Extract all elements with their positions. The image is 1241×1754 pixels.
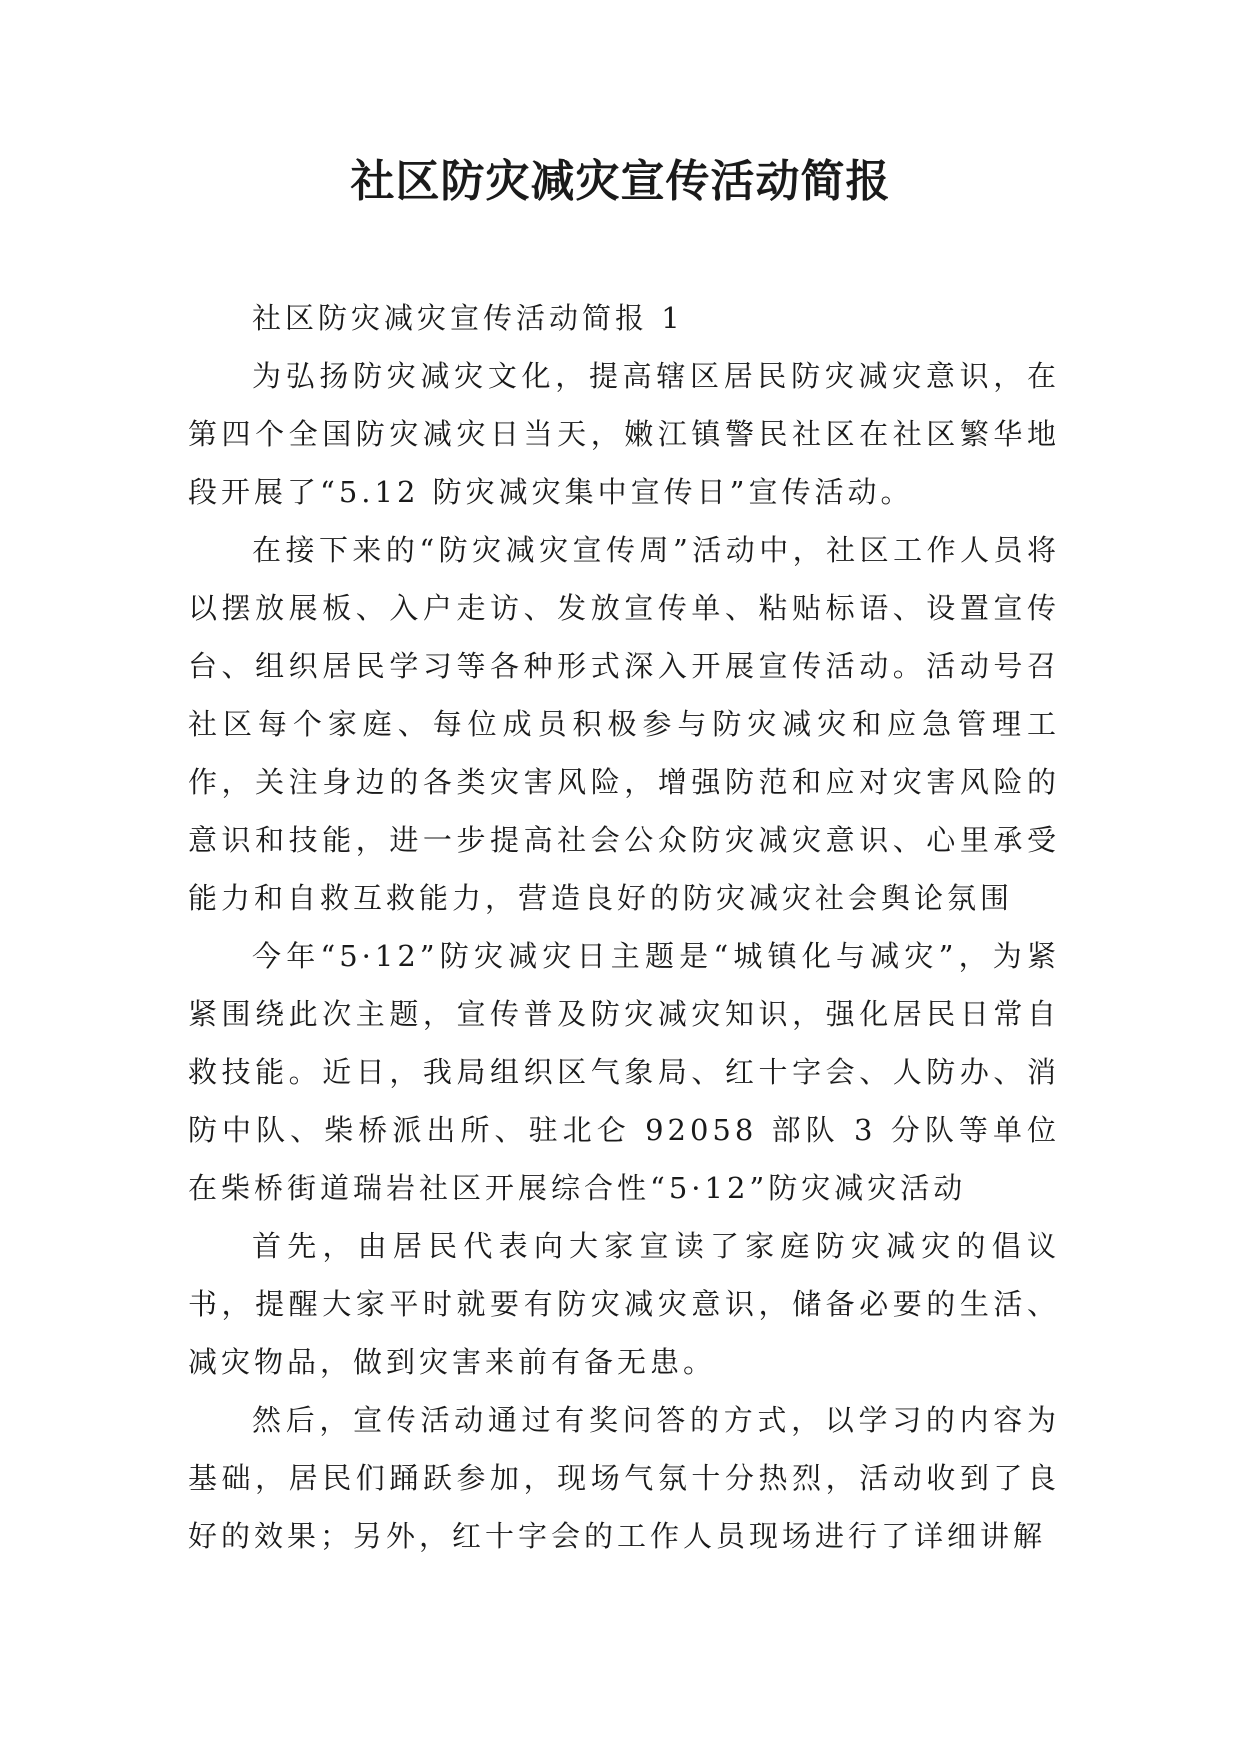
paragraph-intro: 为弘扬防灾减灾文化，提高辖区居民防灾减灾意识，在第四个全国防灾减灾日当天，嫩江镇警民社区在社区繁华地段开展了“5.12 防灾减灾集中宣传日”宣传活动。 (188, 359, 1060, 509)
paragraph-first: 首先，由居民代表向大家宣读了家庭防灾减灾的倡议书，提醒大家平时就要有防灾减灾意识，储备必要的生活、减灾物品，做到灾害来前有备无患。 (188, 1229, 1060, 1379)
paragraph-heading: 社区防灾减灾宣传活动简报 1 (252, 301, 684, 335)
paragraph-then: 然后，宣传活动通过有奖问答的方式，以学习的内容为基础，居民们踊跃参加，现场气氛十分热烈，活动收到了良好的效果；另外，红十字会的工作人员现场进行了详细讲解 (188, 1403, 1060, 1553)
paragraph-theme: 今年“5·12”防灾减灾日主题是“城镇化与减灾”，为紧紧围绕此次主题，宣传普及防灾减灾知识，强化居民日常自救技能。近日，我局组织区气象局、红十字会、人防办、消防中队、柴桥派出所、驻北仑 92058 部队 3 分队等单位在柴桥街道瑞岩社区开展综合性“5·12”防灾减灾活动 (188, 939, 1060, 1205)
document-title: 社区防灾减灾宣传活动简报 (350, 156, 891, 207)
paragraph-publicity-week: 在接下来的“防灾减灾宣传周”活动中，社区工作人员将以摆放展板、入户走访、发放宣传单、粘贴标语、设置宣传台、组织居民学习等各种形式深入开展宣传活动。活动号召社区每个家庭、每位成员积极参与防灾减灾和应急管理工作，关注身边的各类灾害风险，增强防范和应对灾害风险的意识和技能，进一步提高社会公众防灾减灾意识、心里承受能力和自救互救能力，营造良好的防灾减灾社会舆论氛围 (188, 533, 1060, 915)
document-body (188, 289, 1060, 1565)
